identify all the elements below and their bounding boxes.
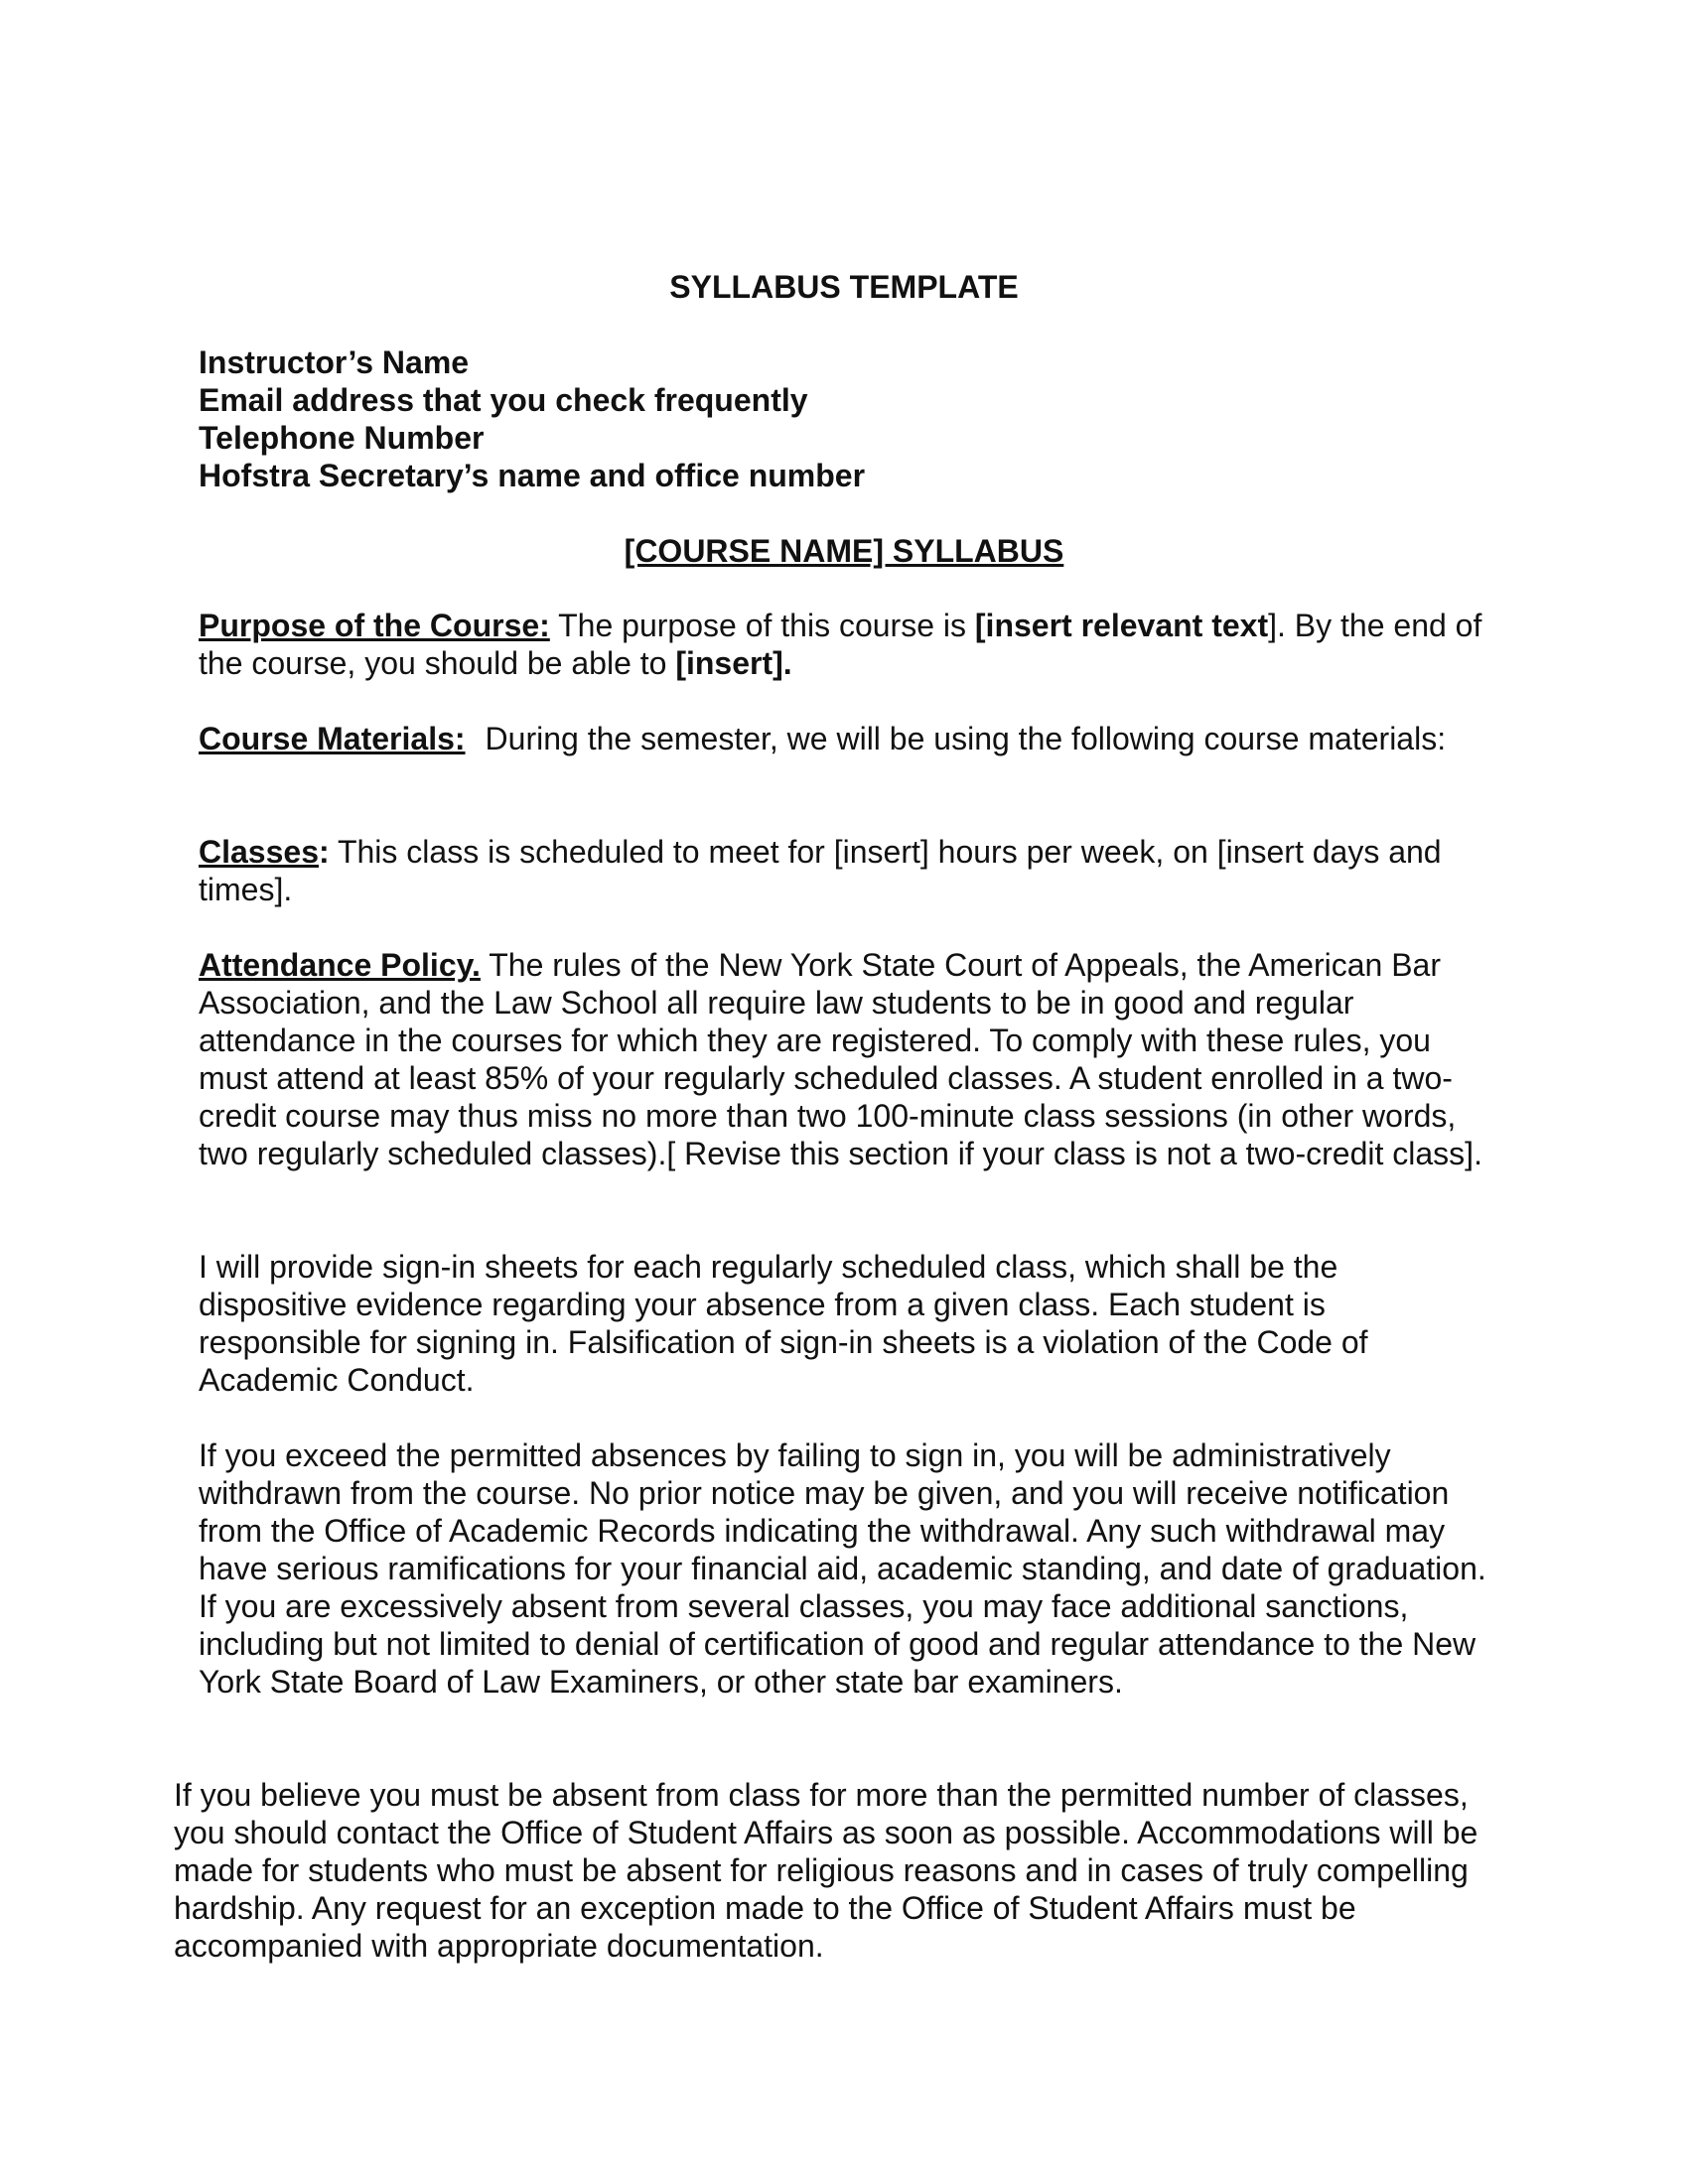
purpose-text-2: ]. By the end of the course, you should be able to xyxy=(199,608,1482,681)
instructor-telephone: Telephone Number xyxy=(199,420,485,456)
classes-label: Classes xyxy=(199,834,319,870)
student-affairs-paragraph: If you believe you must be absent from class for more than the permitted number of classes, you should contact the Office of Student Affairs as soon as possible. Accommodations will be made for students who must be absent for religious reasons and in cases of truly compelling hardship. Any request for an exception made to the Office of Student Affairs must be accompanied with appropriate documentation. xyxy=(174,1777,1478,1964)
purpose-placeholder-1: [insert relevant text xyxy=(974,608,1269,643)
instructor-contact-block xyxy=(199,343,1489,494)
attendance-section xyxy=(199,946,1489,1172)
classes-text: This class is scheduled to meet for [insert] hours per week, on [insert days and times]. xyxy=(199,834,1442,907)
materials-label: Course Materials: xyxy=(199,721,466,756)
classes-colon: : xyxy=(318,834,330,870)
secretary-info: Hofstra Secretary’s name and office number xyxy=(199,458,866,493)
materials-text: During the semester, we will be using the following course materials: xyxy=(485,721,1447,756)
course-title: [COURSE NAME] SYLLABUS xyxy=(624,533,1064,569)
purpose-text-1: The purpose of this course is xyxy=(549,608,975,643)
materials-section xyxy=(199,720,1489,757)
purpose-placeholder-2: [insert]. xyxy=(675,645,792,681)
attendance-label: Attendance Policy. xyxy=(199,947,481,983)
instructor-email: Email address that you check frequently xyxy=(199,382,808,418)
exceed-absences-paragraph: If you exceed the permitted absences by failing to sign in, you will be administratively withdrawn from the course. No prior notice may be given, and you will receive notification from the Office of Academic Records indicating the withdrawal. Any such withdrawal may have serious ramifications for your financial aid, academic standing, and date of graduation. If you are excessively absent from several classes, you may face additional sanctions, including but not limited to denial of certification of good and regular attendance to the New York State Board of Law Examiners, or other state bar examiners. xyxy=(199,1437,1486,1700)
purpose-section xyxy=(199,607,1489,682)
signin-paragraph: I will provide sign-in sheets for each regularly scheduled class, which shall be the dispositive evidence regarding your absence from a given class. Each student is responsible for signing in. Falsification of sign-in sheets is a violation of the Code of Academic Conduct. xyxy=(199,1249,1368,1398)
document-title: SYLLABUS TEMPLATE xyxy=(669,269,1019,305)
instructor-name: Instructor’s Name xyxy=(199,344,470,380)
purpose-label: Purpose of the Course: xyxy=(199,608,550,643)
classes-section xyxy=(199,833,1489,908)
attendance-text: The rules of the New York State Court of Appeals, the American Bar Association, and the Law School all require law students to be in good and regular attendance in the courses for which they are registered. To comply with these rules, you must attend at least 85% of your regularly scheduled classes. A student enrolled in a two-credit course may thus miss no more than two 100-minute class sessions (in other words, two regularly scheduled classes).[ Revise this section if your class is not a two-credit class]. xyxy=(199,947,1482,1171)
